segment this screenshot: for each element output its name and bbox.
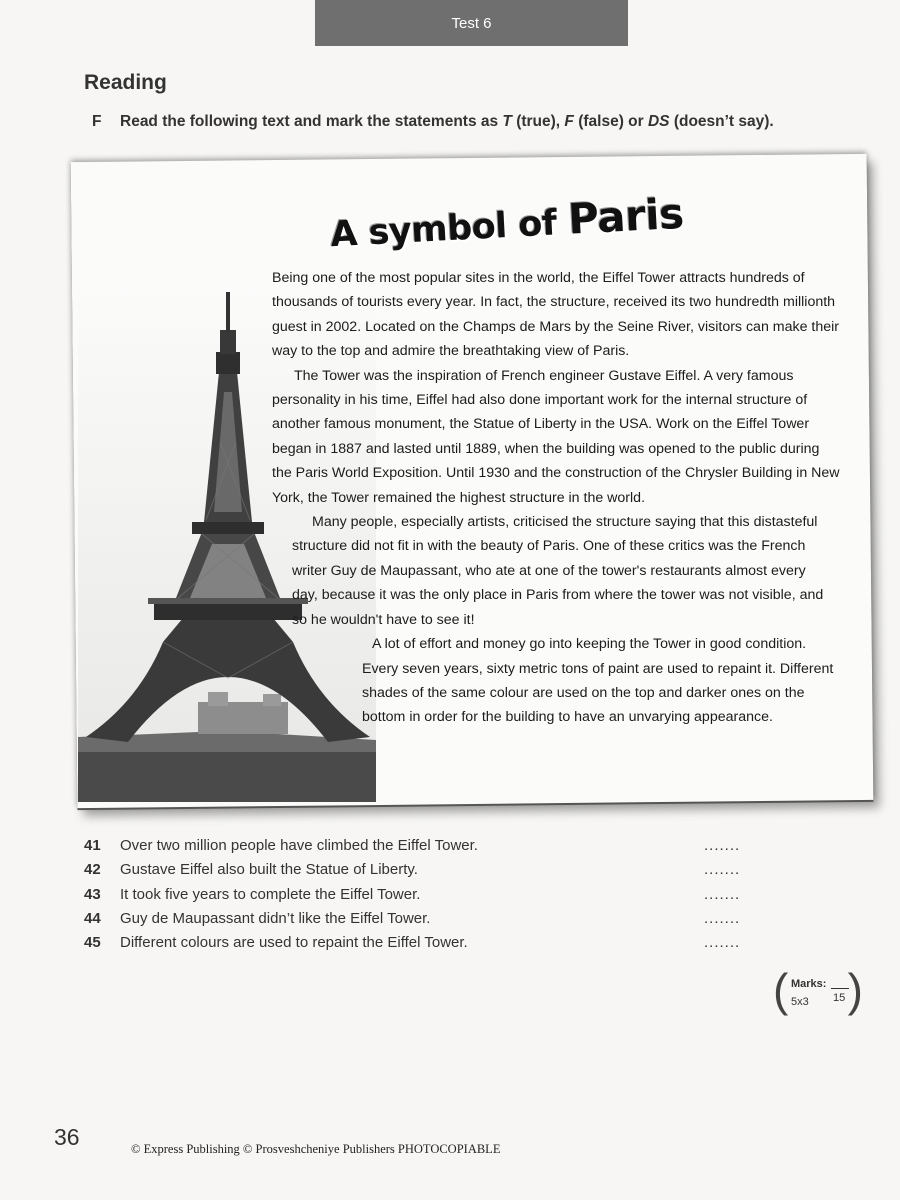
marks-left-paren: (: [773, 964, 789, 1016]
article-paragraph: The Tower was the inspiration of French engineer Gustave Eiffel. A very famous personality in his time, Eiffel had also done important work for the internal structure of another famous monument, the Statue of Liberty in the USA. Work on the Eiffel Tower began in 1887 and lasted until 1889, when the building was opened to the public during the Paris World Exposition. Until 1930 and the construction of the Chrysler Building in New York, the Tower remained the highest structure in the world.: [272, 367, 840, 506]
doesnt-say-code: DS: [647, 113, 670, 130]
false-code: F: [564, 113, 574, 130]
statement-text: Over two million people have climbed the Eiffel Tower.: [120, 837, 478, 854]
statement-row: [84, 931, 764, 955]
doesnt-say-label: (doesn’t say).: [669, 113, 774, 130]
statement-row: [84, 883, 764, 907]
article-paragraph: A lot of effort and money go into keeping the Tower in good condition. Every seven years, sixty metric tons of paint are used to repaint it. Different shades of the same colour are used on the top and darker ones on the bottom in order for the building to have an unvarying appearance.: [362, 636, 834, 726]
instruction-text: Read the following text and mark the statements as: [120, 113, 503, 130]
article-paragraph: Being one of the most popular sites in the world, the Eiffel Tower attracts hundreds of thousands of tourists every year. In fact, the structure, received its two hundredth millionth guest in 2002. Located on the Champs de Mars by the Seine River, visitors can make their way to the top and admire the breathtaking view of Paris.: [272, 270, 840, 360]
exercise-letter: F: [92, 113, 102, 130]
answer-blank[interactable]: .......: [704, 909, 741, 927]
answer-blank[interactable]: .......: [704, 837, 741, 854]
article-title-prefix: A symbol of: [329, 202, 570, 256]
statement-number: 42: [84, 861, 101, 879]
marks-blank-line: [831, 988, 849, 989]
test-header: [315, 0, 628, 46]
statement-number: 43: [84, 885, 101, 903]
true-label: (true),: [511, 113, 565, 130]
statement-list: [84, 834, 764, 955]
statement-row: [84, 858, 764, 882]
marks-box: [773, 964, 863, 1018]
statement-text: It took five years to complete the Eiffel Tower.: [120, 885, 421, 903]
statement-text: Gustave Eiffel also built the Statue of Liberty.: [120, 861, 418, 879]
answer-blank[interactable]: .......: [704, 885, 741, 903]
marks-right-paren: ): [847, 964, 863, 1016]
test-label: Test 6: [451, 14, 492, 32]
exercise-instruction: [92, 113, 774, 131]
statement-row: [84, 834, 764, 858]
statement-row: [84, 907, 764, 931]
statement-number: 41: [84, 837, 101, 854]
article-paragraph: Many people, especially artists, criticised the structure saying that this distasteful structure did not fit in with the beauty of Paris. One of these critics was the French writer Guy de Maupassant, who ate at one of the tower's restaurants almost every day, because it was the only place in Paris from where the tower was not visible, and so he wouldn't have to see it!: [292, 514, 824, 628]
true-code: T: [502, 113, 512, 130]
page-number: 36: [54, 1124, 80, 1150]
article-title-emphasis: Paris: [566, 188, 685, 244]
statement-text: Different colours are used to repaint the Eiffel Tower.: [120, 934, 468, 952]
marks-label: Marks:: [791, 978, 827, 990]
marks-total: 15: [833, 992, 846, 1004]
answer-blank[interactable]: .......: [704, 934, 741, 952]
article-body: [262, 266, 842, 730]
false-label: (false) or: [573, 113, 648, 130]
section-title: Reading: [84, 71, 167, 94]
answer-blank[interactable]: .......: [704, 861, 741, 879]
copyright-footer: © Express Publishing © Prosveshcheniye Publishers PHOTOCOPIABLE: [131, 1142, 501, 1156]
statement-text: Guy de Maupassant didn’t like the Eiffel Tower.: [120, 909, 431, 927]
marks-multiplier: 5x3: [791, 996, 809, 1008]
statement-number: 44: [84, 909, 101, 927]
statement-number: 45: [84, 934, 101, 952]
